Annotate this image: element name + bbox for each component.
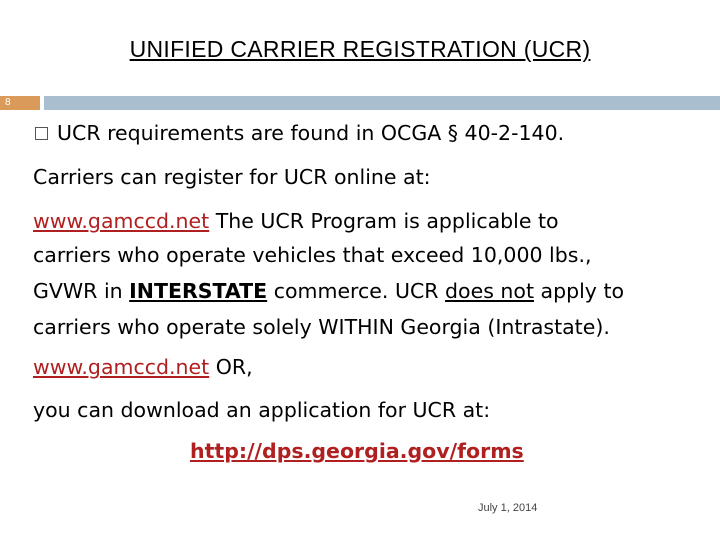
gamccd-link-1[interactable]: www.gamccd.net — [33, 209, 210, 233]
dps-forms-link[interactable]: http://dps.georgia.gov/forms — [190, 439, 524, 463]
ucr-program-line — [33, 207, 559, 235]
slide-number: 8 — [5, 97, 11, 108]
footer-date: July 1, 2014 — [478, 502, 538, 514]
exceed-line: carriers who operate vehicles that exceed 10,000 lbs., — [33, 243, 592, 267]
interstate-text: INTERSTATE — [129, 279, 268, 303]
bullet-box-icon — [35, 127, 48, 140]
or-line — [33, 353, 253, 381]
interstate-line — [33, 277, 624, 305]
commerce-text: commerce. UCR — [273, 279, 439, 303]
does-not-text: does not — [445, 279, 534, 303]
page-title: UNIFIED CARRIER REGISTRATION (UCR) — [129, 36, 591, 62]
register-line: Carriers can register for UCR online at: — [33, 165, 431, 189]
download-line: you can download an application for UCR at: — [33, 398, 491, 422]
gvwr-text: GVWR in — [33, 279, 123, 303]
ucr-program-text: The UCR Program is applicable to — [215, 209, 559, 233]
apply-to-text: apply to — [540, 279, 625, 303]
gamccd-link-2[interactable]: www.gamccd.net — [33, 355, 210, 379]
intrastate-line: carriers who operate solely WITHIN Georgia (Intrastate). — [33, 315, 610, 339]
forms-line — [190, 437, 524, 465]
or-text: OR, — [215, 355, 253, 379]
bullet-text: UCR requirements are found in OCGA § 40-2-140. — [57, 121, 565, 145]
header-bar — [44, 96, 720, 110]
